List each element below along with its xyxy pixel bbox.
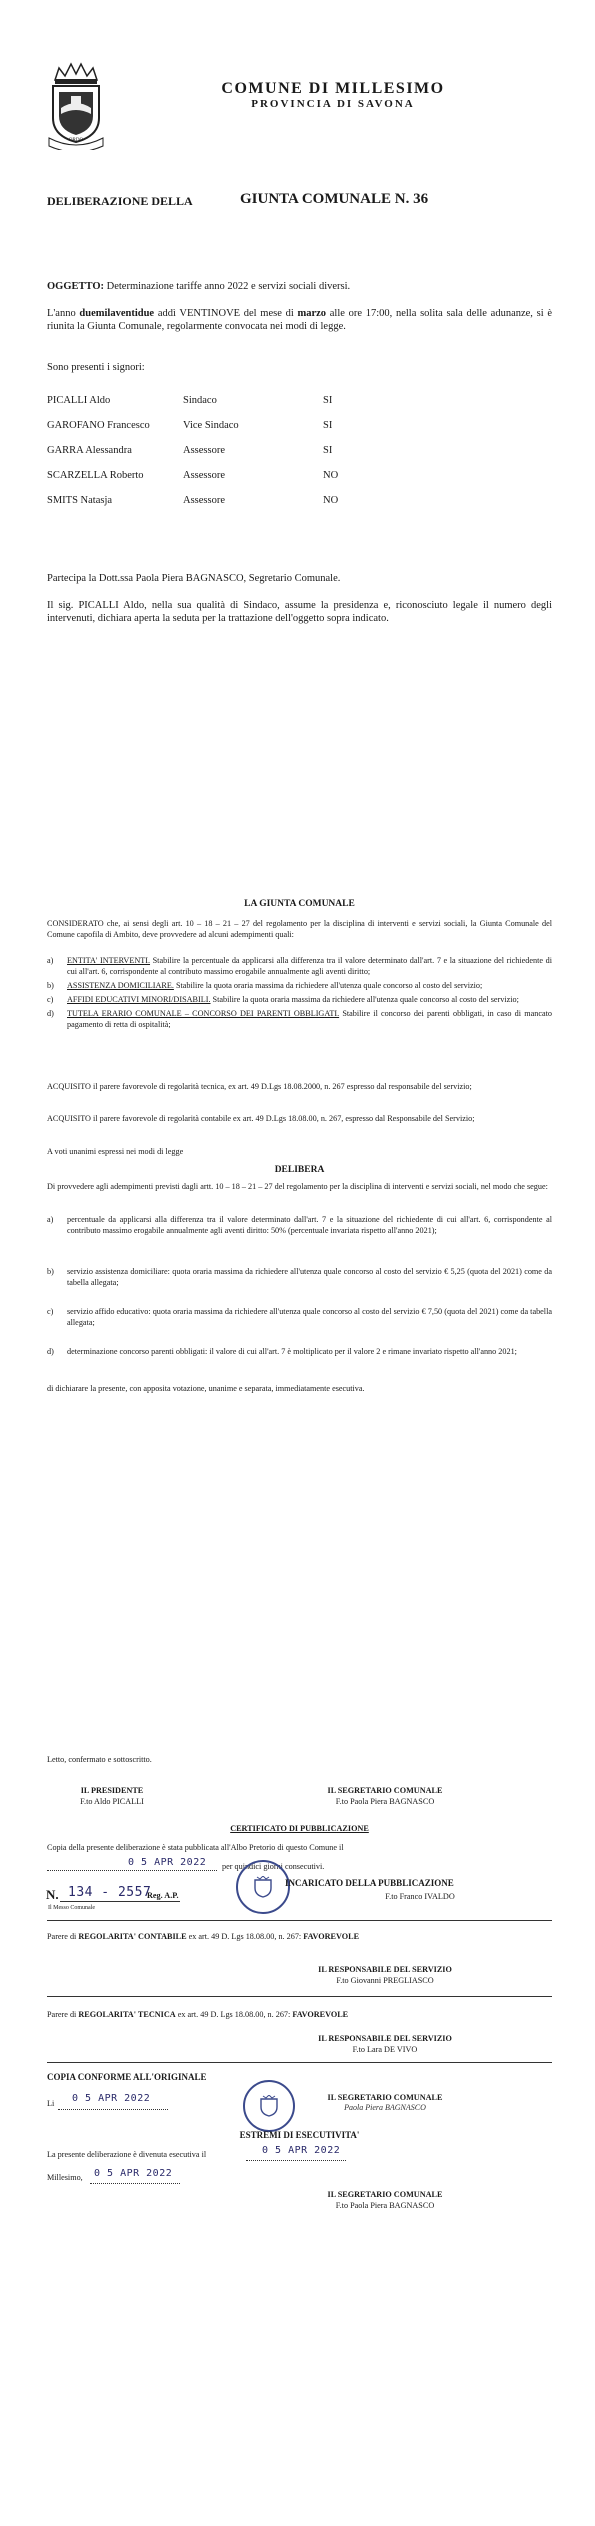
item-text: Stabilire la percentuale da applicarsi alla differenza tra il valore determinato dall'art. 7 e la situazione del richiedente di cui all'art. 6, corrispondente al contributo massimo erogabile annualmente agli aventi diritto; (67, 956, 553, 976)
delibera-item-b (47, 1266, 552, 1288)
delibera-item-d (47, 1346, 552, 1357)
member-role: Sindaco (183, 395, 217, 406)
list-item (47, 980, 552, 991)
oggetto-text: Determinazione tariffe anno 2022 e servizi sociali diversi. (106, 281, 351, 292)
parere-ref: ex art. 49 D. Lgs 18.08.00, n. 267: (175, 2010, 293, 2019)
voti-line: A voti unanimi espressi nei modi di legge (47, 1147, 184, 1156)
intro-month: marzo (297, 308, 327, 319)
stamp-crest-icon (253, 1876, 273, 1898)
acquisito-tecnica: ACQUISITO il parere favorevole di regolarità tecnica, ex art. 49 D.Lgs 18.08.2000, n. 267 espresso dal responsabile del servizio; (47, 1082, 472, 1091)
member-row (47, 444, 467, 469)
segretario-name: F.to Paola Piera BAGNASCO (335, 1797, 435, 1806)
reg-underline (60, 1901, 180, 1902)
item-head: AFFIDI EDUCATIVI MINORI/DISABILI. (67, 995, 211, 1004)
delibera-intro: Di provvedere agli adempimenti previsti dagli artt. 10 – 18 – 21 – 27 del regolamento per la disciplina di interventi e servizi sociali, nel modo che segue: (47, 1182, 548, 1191)
copia-title: COPIA CONFORME ALL'ORIGINALE (47, 2072, 207, 2082)
comune-crest (45, 62, 107, 150)
present-label: Sono presenti i signori: (47, 362, 145, 373)
oggetto (47, 280, 552, 293)
esec-date-line (246, 2159, 346, 2161)
item-mark: c) (47, 1307, 54, 1316)
member-role: Assessore (183, 470, 225, 481)
considerato-paragraph: CONSIDERATO che, ai sensi degli art. 10 – 18 – 21 – 27 del regolamento per la disciplina di interventi e servizi sociali, la Giunta Comunale del Comune capofila di Ambito, deve provvedere ad alcuni adempimenti quali: (47, 919, 552, 939)
resp1-title: IL RESPONSABILE DEL SERVIZIO (318, 1965, 452, 1974)
estremi-title: ESTREMI DI ESECUTIVITA' (239, 2130, 360, 2140)
copia-date-line (58, 2108, 168, 2110)
item-head: ASSISTENZA DOMICILIARE. (67, 981, 174, 990)
intro-text-3: alle ore 17:00, nella solita sala delle adunanze, si è riunita la Giunta Comunale, regolarmente convocata nei modi di legge. (47, 308, 552, 332)
incaricato-title: INCARICATO DELLA PUBBLICAZIONE (285, 1878, 454, 1888)
seg3-name: F.to Paola Piera BAGNASCO (335, 2201, 435, 2210)
resp2-name: F.to Lara DE VIVO (352, 2045, 418, 2054)
cert-text: Copia della presente deliberazione è stata pubblicata all'Albo Pretorio di questo Comune il (47, 1843, 344, 1852)
delibera-heading: DELIBERA (274, 1165, 325, 1175)
millesimo-date-line (90, 2182, 180, 2184)
item-text: determinazione concorso parenti obbligati: il valore di cui all'art. 7 è moltiplicato per il valore 2 e rimane invariato rispetto all'anno 2021; (67, 1347, 517, 1356)
cert-title: CERTIFICATO DI PUBBLICAZIONE (230, 1824, 369, 1833)
member-name: GAROFANO Francesco (47, 420, 150, 431)
item-mark: d) (47, 1347, 54, 1356)
reg-label: Reg. A.P. (147, 1891, 179, 1900)
intro-paragraph (47, 307, 552, 333)
member-row (47, 494, 467, 519)
member-role: Assessore (183, 495, 225, 506)
item-mark: c) (47, 995, 54, 1004)
stamp-crest-icon (259, 2095, 279, 2117)
letto-line: Letto, confermato e sottoscritto. (47, 1755, 152, 1764)
municipality-title: COMUNE DI MILLESIMO (221, 80, 445, 97)
parere-contabile (47, 1931, 552, 1942)
member-row (47, 419, 467, 444)
copia-date: 0 5 APR 2022 (72, 2093, 151, 2104)
parere-outcome: FAVOREVOLE (292, 2010, 349, 2019)
list-item (47, 994, 552, 1005)
oggetto-label: OGGETTO: (47, 281, 104, 292)
item-mark: b) (47, 1267, 54, 1276)
parere-type: REGOLARITA' TECNICA (78, 2010, 176, 2019)
parere-text: Parere di (47, 2010, 79, 2019)
giunta-heading: LA GIUNTA COMUNALE (244, 899, 355, 909)
member-role: Vice Sindaco (183, 420, 239, 431)
divider (47, 1996, 552, 1997)
segretario-title: IL SEGRETARIO COMUNALE (327, 1786, 443, 1795)
deliberation-prefix: DELIBERAZIONE DELLA (47, 194, 193, 208)
deliberation-title: GIUNTA COMUNALE N. 36 (240, 191, 429, 207)
member-presence: NO (323, 470, 339, 481)
immediata-line: di dichiarare la presente, con apposita votazione, unanime e separata, immediatamente esecutiva. (47, 1384, 365, 1393)
item-head: TUTELA ERARIO COMUNALE – CONCORSO DEI PARENTI OBBLIGATI. (67, 1009, 340, 1018)
seg3-title: IL SEGRETARIO COMUNALE (327, 2190, 443, 2199)
item-text: Stabilire la quota oraria massima da richiedere all'utenza quale concorso al costo del servizio; (210, 995, 519, 1004)
item-text: servizio assistenza domiciliare: quota oraria massima da richiedere all'utenza quale concorso al costo del servizio € 5,25 (quota del 2021) come da tabella allegata; (67, 1267, 552, 1287)
parere-tecnica (47, 2009, 552, 2020)
resp2-title: IL RESPONSABILE DEL SERVIZIO (318, 2034, 452, 2043)
list-item (47, 1008, 552, 1030)
seg2-title: IL SEGRETARIO COMUNALE (327, 2093, 443, 2102)
reg-prefix: N. (46, 1887, 59, 1902)
cert-date: 0 5 APR 2022 (128, 1857, 207, 1868)
official-stamp (236, 1860, 290, 1914)
presidente-name: F.to Aldo PICALLI (80, 1797, 144, 1806)
parere-text: Parere di (47, 1932, 79, 1941)
province-subtitle: PROVINCIA DI SAVONA (251, 98, 415, 110)
item-head: ENTITA' INTERVENTI. (67, 956, 151, 965)
reg-number: 134 - 2557 (68, 1885, 152, 1900)
intro-text-2: addì VENTINOVE del mese di (154, 308, 298, 319)
list-item (47, 955, 552, 977)
member-name: PICALLI Aldo (47, 395, 111, 406)
member-row (47, 394, 467, 419)
millesimo-label: Millesimo, (47, 2173, 83, 2182)
crest-motto: ORDO (68, 138, 84, 143)
divider (47, 2062, 552, 2063)
item-text: Stabilire la quota oraria massima da richiedere all'utenza quale concorso al costo del servizio; (173, 981, 483, 990)
presidente-title: IL PRESIDENTE (80, 1786, 144, 1795)
parere-outcome: FAVOREVOLE (303, 1932, 360, 1941)
acquisito-contabile: ACQUISITO il parere favorevole di regolarità contabile ex art. 49 D.Lgs 18.08.00, n. 267, espresso dal Responsabile del Servizio; (47, 1114, 475, 1123)
item-text: servizio affido educativo: quota oraria massima da richiedere all'utenza quale concorso al costo del servizio € 7,50 (quota del 2021) come da tabella allegata; (67, 1307, 552, 1327)
member-row (47, 469, 467, 494)
member-name: SCARZELLA Roberto (47, 470, 144, 481)
esec-date: 0 5 APR 2022 (262, 2145, 341, 2156)
member-presence: SI (323, 395, 333, 406)
seg2-signature: Paola Piera BAGNASCO (344, 2103, 426, 2112)
item-text: percentuale da applicarsi alla differenza tra il valore determinato dall'art. 7 e la situazione del richiedente di cui all'art. 6, corrispondente al contributo massimo erogabile annualmente agli aventi diritto: 50% (percentuale invariata rispetto all'anno 2021); (67, 1215, 552, 1235)
item-text: Stabilire il concorso dei parenti obbligati, in caso di mancato pagamento di retta di ospitalità; (67, 1009, 552, 1029)
member-name: GARRA Alessandra (47, 445, 132, 456)
member-name: SMITS Natasja (47, 495, 113, 506)
delibera-item-c (47, 1306, 552, 1328)
millesimo-date: 0 5 APR 2022 (94, 2168, 173, 2179)
secretary-stamp (243, 2080, 295, 2132)
item-mark: b) (47, 981, 54, 990)
member-presence: SI (323, 445, 333, 456)
intro-text-1: L'anno (47, 308, 80, 319)
item-mark: a) (47, 1215, 54, 1224)
incaricato-name: F.to Franco IVALDO (385, 1892, 455, 1901)
considerato-list (47, 955, 552, 1033)
esec-text: La presente deliberazione è divenuta esecutiva il (47, 2150, 207, 2159)
cert-date-line (47, 1869, 217, 1871)
delibera-item-a (47, 1214, 552, 1236)
item-mark: a) (47, 956, 54, 965)
copia-li: Li (47, 2099, 55, 2108)
parere-type: REGOLARITA' CONTABILE (78, 1932, 187, 1941)
member-role: Assessore (183, 445, 225, 456)
intro-year: duemilaventidue (79, 308, 155, 319)
members-table (47, 394, 467, 519)
member-presence: SI (323, 420, 333, 431)
parere-ref: ex art. 49 D. Lgs 18.08.00, n. 267: (186, 1932, 304, 1941)
resp1-name: F.to Giovanni PREGLIASCO (336, 1976, 434, 1985)
item-mark: d) (47, 1009, 54, 1018)
cert-tail: per quindici giorni consecutivi. (222, 1862, 325, 1871)
member-presence: NO (323, 495, 339, 506)
secretary-line: Partecipa la Dott.ssa Paola Piera BAGNASCO, Segretario Comunale. (47, 573, 341, 584)
presidency-paragraph: Il sig. PICALLI Aldo, nella sua qualità di Sindaco, assume la presidenza e, riconosciuto legale il numero degli intervenuti, dichiara aperta la seduta per la trattazione dell'oggetto sopra indicato. (47, 600, 552, 624)
divider (47, 1920, 552, 1921)
messo-label: Il Messo Comunale (48, 1905, 95, 1911)
